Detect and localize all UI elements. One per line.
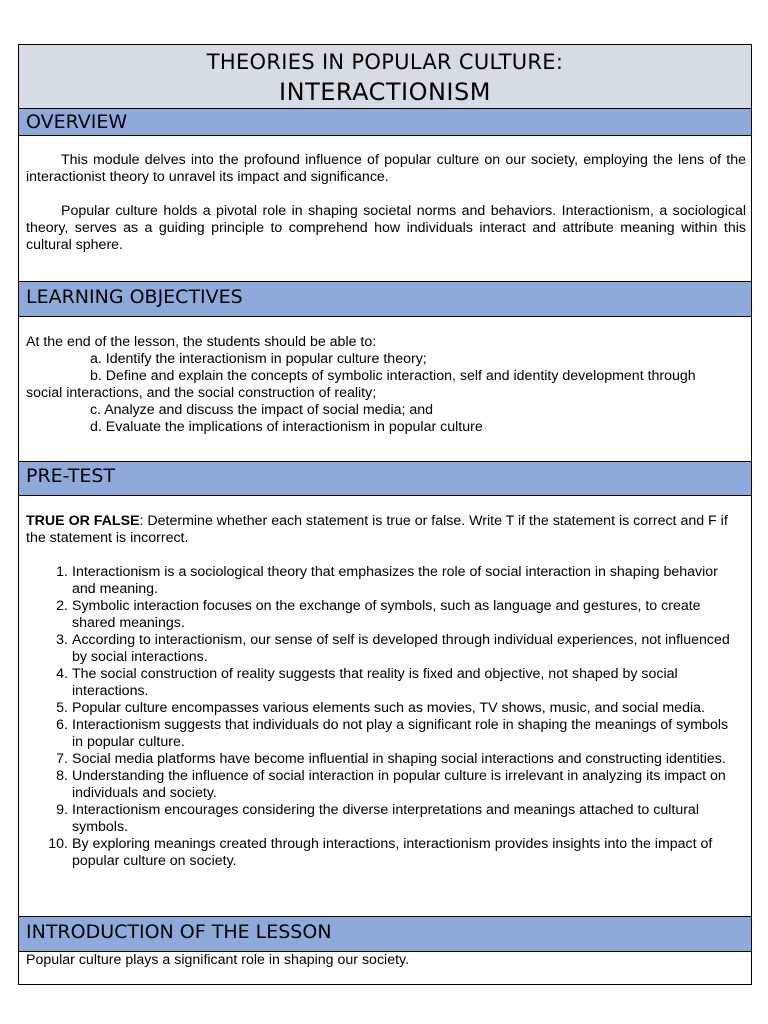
item-text: Interactionism encourages considering the diverse interpretations and meanings attached to cultural symbols. (72, 802, 699, 835)
pretest-body (26, 513, 746, 870)
pretest-instruction-bold: TRUE OR FALSE (26, 513, 140, 529)
objectives-list (26, 351, 746, 436)
objective-item-continued: social interactions, and the social construction of reality; (26, 385, 377, 401)
overview-header (19, 108, 751, 136)
page-subtitle: INTERACTIONISM (279, 78, 491, 106)
item-number: 7. (56, 751, 68, 767)
pretest-item (26, 666, 732, 700)
item-number: 5. (56, 700, 68, 716)
objectives-header (19, 281, 751, 317)
item-text: Understanding the influence of social interaction in popular culture is irrelevant in analyzing its impact on individuals and society. (72, 768, 726, 801)
item-text: Interactionism is a sociological theory that emphasizes the role of social interaction in shaping behavior and meaning. (72, 564, 718, 597)
pretest-item (26, 632, 732, 666)
item-number: 3. (56, 632, 68, 648)
objective-item: c. Analyze and discuss the impact of social media; and (90, 402, 434, 418)
item-text: By exploring meanings created through interactions, interactionism provides insights into the impact of popular culture on society. (72, 836, 713, 869)
pretest-instruction-text: : Determine whether each statement is true or false. Write T if the statement is correct and F if the statement is incorrect. (26, 513, 728, 546)
objective-item: d. Evaluate the implications of interactionism in popular culture (90, 419, 483, 435)
pretest-item (26, 836, 732, 870)
pretest-item (26, 598, 732, 632)
item-text: Popular culture encompasses various elements such as movies, TV shows, music, and social media. (72, 700, 705, 716)
overview-paragraph: This module delves into the profound influence of popular culture on our society, employing the lens of the interactionist theory to unravel its impact and significance. (26, 152, 746, 185)
introduction-header (19, 916, 751, 952)
pretest-item (26, 717, 732, 751)
pretest-list (26, 564, 746, 870)
pretest-item (26, 751, 732, 768)
introduction-heading: INTRODUCTION OF THE LESSON (26, 921, 332, 943)
item-number: 6. (56, 717, 68, 733)
item-text: Social media platforms have become influential in shaping social interactions and constructing identities. (72, 751, 726, 767)
item-text: Symbolic interaction focuses on the exchange of symbols, such as language and gestures, to create shared meanings. (72, 598, 701, 631)
item-number: 9. (56, 802, 68, 818)
page-title: THEORIES IN POPULAR CULTURE: (206, 50, 564, 74)
objective-item: b. Define and explain the concepts of symbolic interaction, self and identity development through (90, 368, 696, 384)
objective-item: a. Identify the interactionism in popular culture theory; (90, 351, 427, 367)
item-number: 10. (48, 836, 68, 852)
pretest-item (26, 768, 732, 802)
introduction-body (26, 952, 746, 969)
item-text: The social construction of reality suggests that reality is fixed and objective, not shaped by social interactions. (72, 666, 678, 699)
item-number: 8. (56, 768, 68, 784)
overview-body (26, 152, 746, 254)
item-text: According to interactionism, our sense of self is developed through individual experiences, not influenced by social interactions. (72, 632, 730, 665)
item-number: 1. (56, 564, 68, 580)
item-number: 4. (56, 666, 68, 682)
pretest-item (26, 564, 732, 598)
introduction-text: Popular culture plays a significant role in shaping our society. (26, 952, 410, 968)
title-block (19, 45, 751, 109)
pretest-item (26, 700, 732, 717)
pretest-item (26, 802, 732, 836)
objectives-intro: At the end of the lesson, the students should be able to: (26, 334, 377, 350)
overview-paragraph: Popular culture holds a pivotal role in shaping societal norms and behaviors. Interactionism, a sociological theory, serves as a guiding principle to comprehend how individuals interact and attribute meaning within this cultural sphere. (26, 203, 746, 253)
document-page (18, 44, 752, 985)
item-number: 2. (56, 598, 68, 614)
pretest-instruction (26, 513, 746, 547)
objectives-heading: LEARNING OBJECTIVES (26, 286, 243, 308)
overview-heading: OVERVIEW (26, 111, 128, 133)
objectives-body (26, 334, 746, 436)
pretest-heading: PRE-TEST (26, 465, 116, 487)
pretest-header (19, 461, 751, 496)
item-text: Interactionism suggests that individuals do not play a significant role in shaping the meanings of symbols in popular culture. (72, 717, 729, 750)
